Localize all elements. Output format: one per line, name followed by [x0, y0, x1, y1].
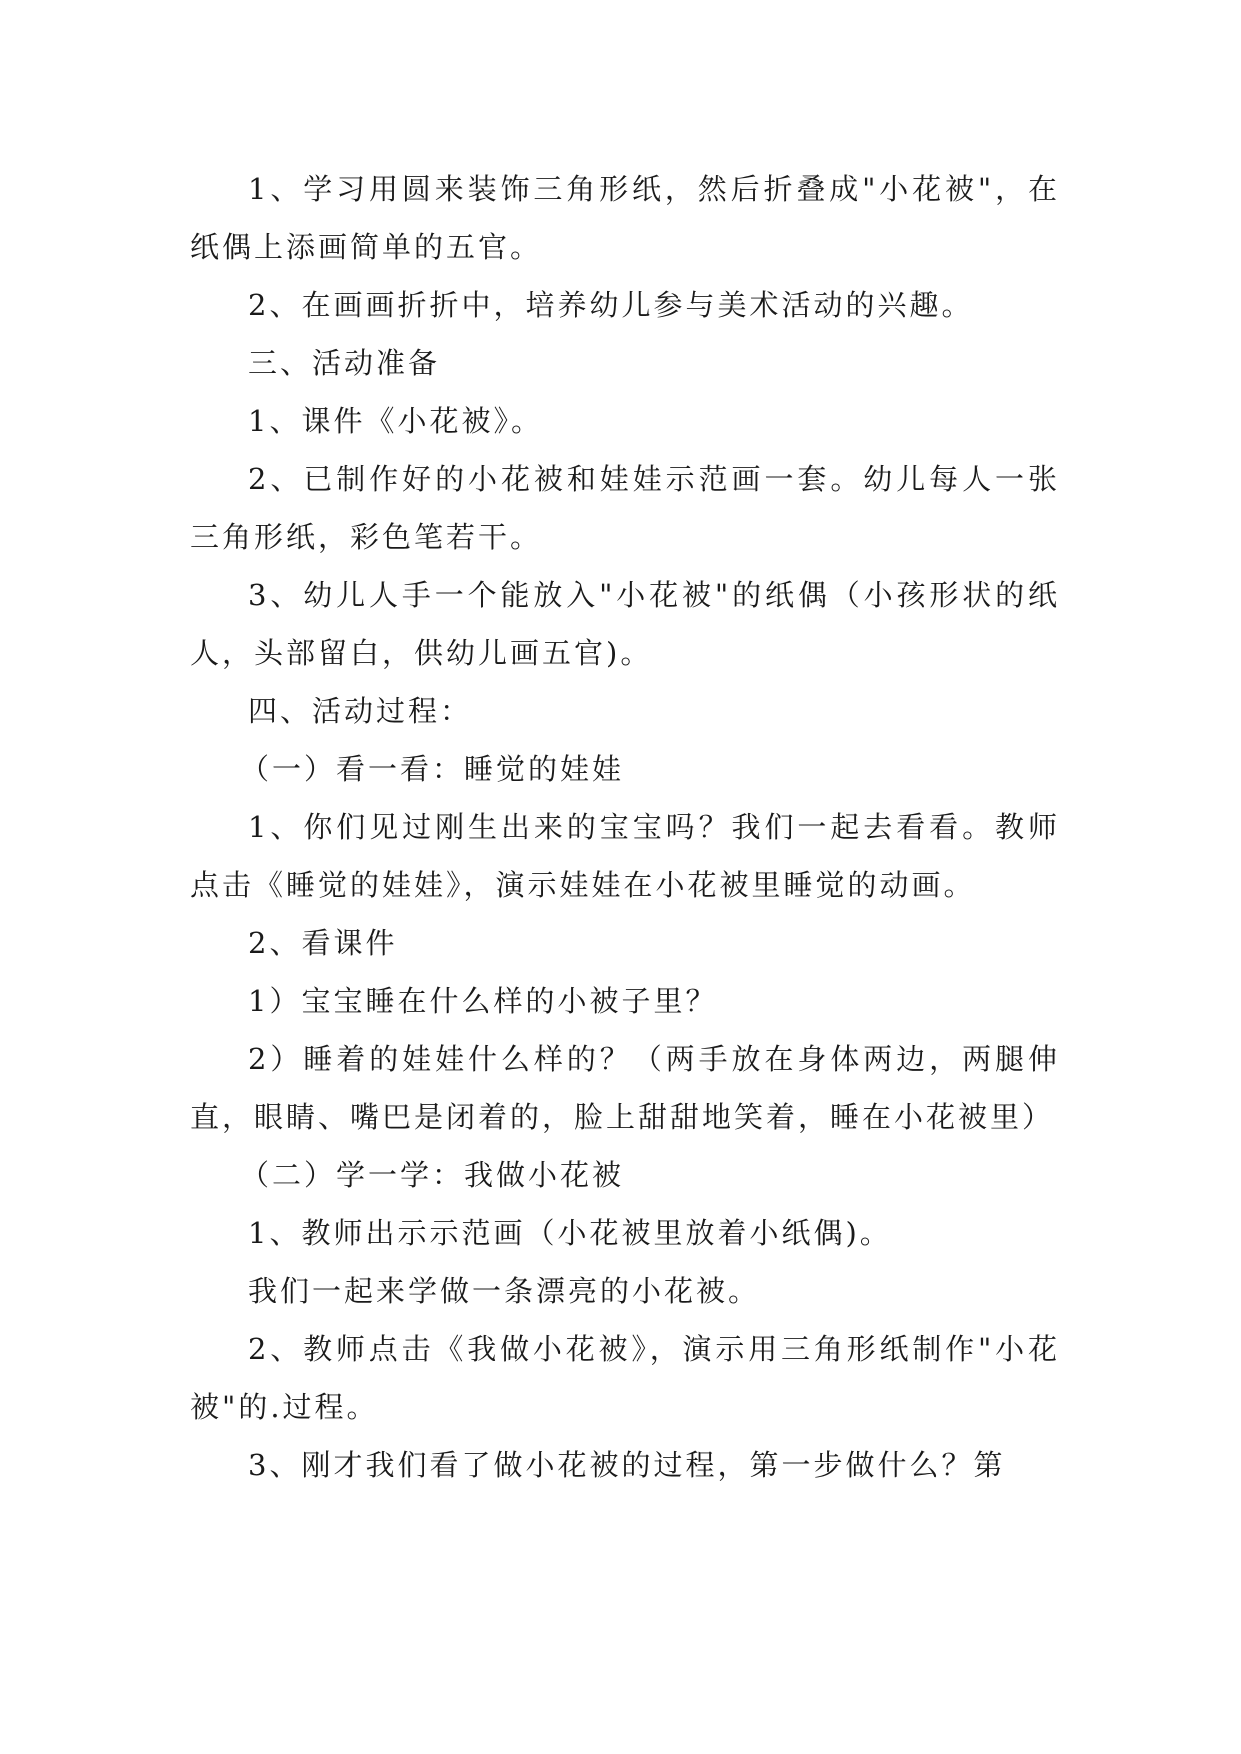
paragraph-prep-2: 2、已制作好的小花被和娃娃示范画一套。幼儿每人一张三角形纸，彩色笔若干。 [190, 462, 1060, 554]
section-heading-preparation: 三、活动准备 [248, 346, 441, 380]
subheading-look: （一）看一看：睡觉的娃娃 [240, 752, 625, 786]
paragraph-learn-2: 2、教师点击《我做小花被》，演示用三角形纸制作"小花被"的.过程。 [190, 1332, 1060, 1424]
paragraph-learn-3: 3、刚才我们看了做小花被的过程，第一步做什么？第 [248, 1448, 1006, 1482]
paragraph-process-1: 1、你们见过刚生出来的宝宝吗？我们一起去看看。教师点击《睡觉的娃娃》，演示娃娃在小花被里睡觉的动画。 [190, 810, 1060, 902]
subheading-learn: （二）学一学：我做小花被 [240, 1158, 625, 1192]
paragraph-question-2: 2）睡着的娃娃什么样的？（两手放在身体两边，两腿伸直，眼睛、嘴巴是闭着的，脸上甜甜地笑着，睡在小花被里） [190, 1042, 1060, 1134]
paragraph-learn-1: 1、教师出示示范画（小花被里放着小纸偶)。 [248, 1216, 892, 1250]
paragraph-process-2: 2、看课件 [248, 926, 398, 960]
paragraph-prep-3: 3、幼儿人手一个能放入"小花被"的纸偶（小孩形状的纸人，头部留白，供幼儿画五官)。 [190, 578, 1060, 670]
paragraph-goal-2: 2、在画画折折中，培养幼儿参与美术活动的兴趣。 [248, 288, 974, 322]
paragraph-goal-1: 1、学习用圆来装饰三角形纸，然后折叠成"小花被"，在纸偶上添画简单的五官。 [190, 172, 1060, 264]
paragraph-question-1: 1）宝宝睡在什么样的小被子里？ [248, 984, 718, 1018]
section-heading-process: 四、活动过程： [248, 694, 473, 728]
paragraph-prep-1: 1、课件《小花被》。 [248, 404, 543, 438]
paragraph-learn-1-cont: 我们一起来学做一条漂亮的小花被。 [248, 1274, 761, 1308]
document-body [190, 160, 1060, 1494]
